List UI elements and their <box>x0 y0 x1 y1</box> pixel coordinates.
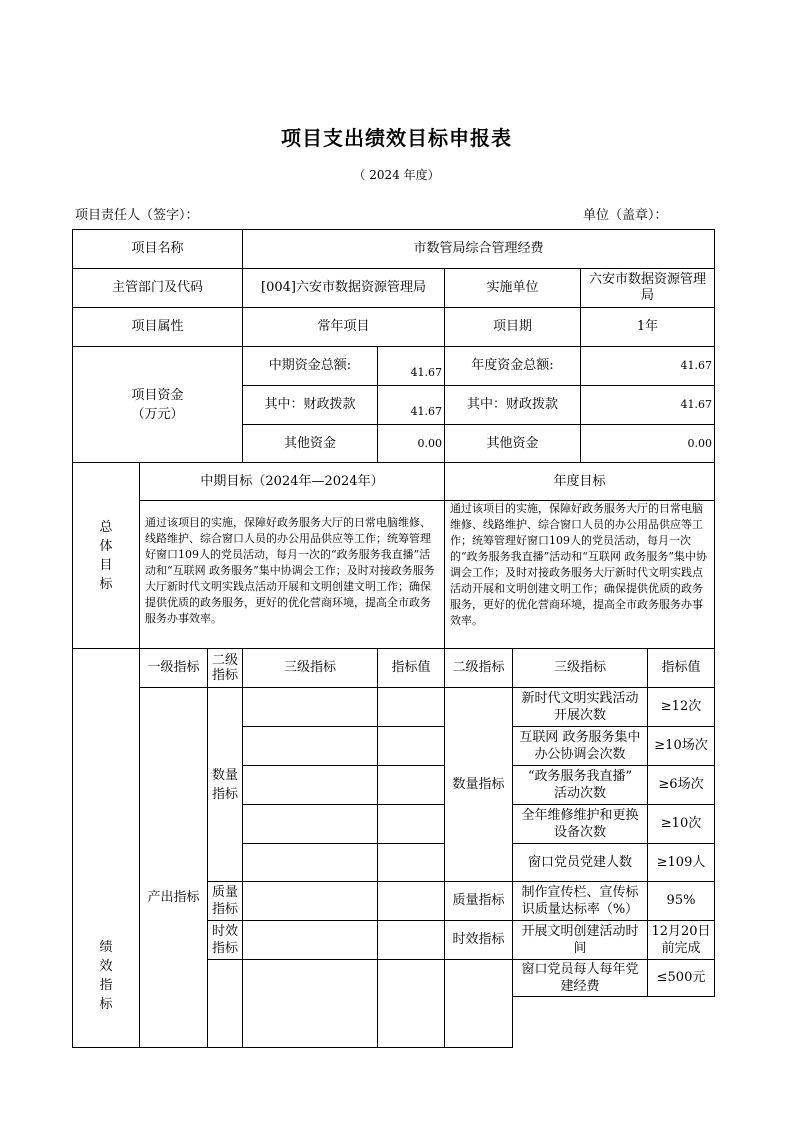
indicator-name-line1: “政务服务我直播” <box>527 769 633 784</box>
perf-char: 绩 <box>99 940 113 955</box>
indicator-name-line2: 设备次数 <box>553 825 606 840</box>
page-title: 项目支出绩效目标申报表 <box>281 126 512 150</box>
empty-cell <box>242 920 378 960</box>
indicator-row-4-name <box>512 804 648 844</box>
empty-cell <box>377 726 445 766</box>
year-other-label: 其他资金 <box>444 424 581 463</box>
indicator-name-line2: 间 <box>573 941 587 956</box>
year-label: （ 2024 年度） <box>353 168 440 182</box>
empty-cell <box>377 920 445 960</box>
indicator-row-1-value: ≥12次 <box>647 687 715 727</box>
level2-right-header: 二级指标 <box>444 648 513 688</box>
level2-header-line2: 指标 <box>211 668 238 683</box>
indicator-name-line1: 开展文明创建活动时 <box>521 924 639 939</box>
overall-goal-label <box>72 462 140 649</box>
indicator-name-line2: 活动次数 <box>553 786 606 801</box>
indicator-row-8-name <box>512 959 648 997</box>
time-left-line1: 时效 <box>211 924 238 939</box>
year-other-value: 0.00 <box>580 424 715 463</box>
indicator-row-3-value: ≥6场次 <box>647 765 715 805</box>
level1-header: 一级指标 <box>139 648 208 688</box>
quantity-left-label <box>207 687 243 882</box>
empty-cell <box>242 765 378 805</box>
indicator-row-7-value <box>647 920 715 960</box>
period-label: 项目期 <box>444 307 581 347</box>
year-total-value: 41.67 <box>580 346 715 386</box>
level3-right-header: 三级指标 <box>512 648 648 688</box>
mid-total-label: 中期资金总额: <box>242 346 378 386</box>
empty-cell <box>242 881 378 921</box>
value-header: 指标值 <box>377 648 445 688</box>
empty-cell <box>242 843 378 882</box>
empty-cell <box>377 881 445 921</box>
dept-label: 主管部门及代码 <box>72 268 243 308</box>
time-left-label <box>207 920 243 960</box>
level3-header: 三级指标 <box>242 648 378 688</box>
indicator-row-8-value: ≤500元 <box>647 959 715 997</box>
empty-cell <box>242 726 378 766</box>
mid-other-label: 其他资金 <box>242 424 378 463</box>
empty-cell <box>242 804 378 844</box>
indicator-row-2-name <box>512 726 648 766</box>
indicator-name-line2: 建经费 <box>560 979 600 994</box>
quality-left-label <box>207 881 243 921</box>
perf-indicator-label <box>72 648 140 1048</box>
indicator-row-3-name <box>512 765 648 805</box>
quantity-right-label: 数量指标 <box>444 687 513 882</box>
empty-cell <box>377 843 445 882</box>
output-indicator-label: 产出指标 <box>139 687 208 1048</box>
overall-goal-char: 目 <box>99 557 113 573</box>
mid-fiscal-value: 41.67 <box>377 385 445 425</box>
empty-cell <box>444 959 513 1048</box>
empty-cell <box>242 687 378 727</box>
level2-header <box>207 648 243 688</box>
mid-other-value: 0.00 <box>377 424 445 463</box>
empty-cell <box>377 804 445 844</box>
project-name-value: 市数管局综合管理经费 <box>242 229 715 269</box>
attr-label: 项目属性 <box>72 307 243 347</box>
empty-cell <box>377 959 445 1048</box>
impl-unit-value: 六安市数据资源管理局 <box>580 268 715 308</box>
project-name-label: 项目名称 <box>72 229 243 269</box>
empty-cell <box>242 959 378 1048</box>
overall-goal-char: 总 <box>99 519 113 535</box>
indicator-name-line2: 识质量达标率（%） <box>521 902 639 917</box>
mid-fiscal-label: 其中：财政拨款 <box>242 385 378 425</box>
mid-total-value: 41.67 <box>377 346 445 386</box>
attr-value: 常年项目 <box>242 307 445 347</box>
quantity-left-line1: 数量 <box>211 767 238 783</box>
indicator-name-line1: 新时代文明实践活动 <box>521 691 639 706</box>
indicator-name-line2: 办公协调会次数 <box>534 747 626 762</box>
time-right-label: 时效指标 <box>444 920 513 960</box>
year-total-label: 年度资金总额: <box>444 346 581 386</box>
funds-label-line1: 项目资金 <box>131 387 184 403</box>
perf-char: 标 <box>99 997 113 1012</box>
year-fiscal-label: 其中：财政拨款 <box>444 385 581 425</box>
perf-char: 效 <box>99 959 113 974</box>
impl-unit-label: 实施单位 <box>444 268 581 308</box>
indicator-name-line1: 互联网 政务服务集中 <box>519 730 641 745</box>
mid-goal-header: 中期目标（2024年—2024年） <box>139 462 445 501</box>
funds-label-line2: （万元） <box>131 406 184 422</box>
indicator-row-6-value: 95% <box>647 881 715 921</box>
indicator-row-7-name <box>512 920 648 960</box>
indicator-value-line2: 前完成 <box>661 941 701 956</box>
indicator-name-line1: 全年维修维护和更换 <box>521 808 639 823</box>
annual-goal-text: 通过该项目的实施，保障好政务服务大厅的日常电脑维修、线路维护、综合窗口人员的办公用品供应等工作；统筹管理好窗口109人的党员活动，每月一次的“政务服务我直播”活动和“互联网 政务服务”集中协调会工作；及时对接政务服务大厅新时代文明实践点活动开展和文明创建文明工作；确保提供优质的政务服务，更好的优化营商环境，提高全市政务服务办事效率。 <box>444 500 715 649</box>
annual-goal-header: 年度目标 <box>444 462 715 501</box>
time-left-line2: 指标 <box>211 941 238 956</box>
quality-left-line1: 质量 <box>211 885 238 900</box>
indicator-row-4-value: ≥10次 <box>647 804 715 844</box>
indicator-row-6-name <box>512 881 648 921</box>
quality-right-label: 质量指标 <box>444 881 513 921</box>
overall-goal-char: 标 <box>99 576 113 592</box>
indicator-name-line2: 开展次数 <box>553 708 606 723</box>
quantity-left-line2: 指标 <box>211 786 238 802</box>
overall-goal-char: 体 <box>99 538 113 554</box>
perf-char: 指 <box>99 978 113 993</box>
empty-cell <box>377 687 445 727</box>
responsible-person-label: 项目责任人（签字）： <box>75 208 199 223</box>
empty-cell <box>377 765 445 805</box>
year-fiscal-value: 41.67 <box>580 385 715 425</box>
indicator-value-line1: 12月20日 <box>651 924 711 939</box>
period-value: 1年 <box>580 307 715 347</box>
empty-cell <box>207 959 243 1048</box>
level2-header-line1: 二级 <box>211 653 238 668</box>
mid-goal-text: 通过该项目的实施，保障好政务服务大厅的日常电脑维修、线路维护、综合窗口人员的办公用品供应等工作；统筹管理好窗口109人的党员活动，每月一次的“政务服务我直播”活动和“互联网 政务服务”集中协调会工作；及时对接政务服务大厅新时代文明实践点活动开展和文明创建文明工作；确保提供优质的政务服务，更好的优化营商环境，提高全市政务服务办事效率。 <box>139 500 445 649</box>
value-right-header: 指标值 <box>647 648 715 688</box>
indicator-name-line1: 制作宣传栏、宣传标 <box>521 885 639 900</box>
indicator-row-5-value: ≥109人 <box>647 843 715 882</box>
quality-left-line2: 指标 <box>211 902 238 917</box>
indicator-row-1-name <box>512 687 648 727</box>
indicator-row-2-value: ≥10场次 <box>647 726 715 766</box>
funds-label <box>72 346 243 463</box>
dept-value: [004]六安市数据资源管理局 <box>242 268 445 308</box>
unit-seal-label: 单位（盖章）： <box>583 208 668 223</box>
indicator-row-5-name: 窗口党员党建人数 <box>512 843 648 882</box>
indicator-name-line1: 窗口党员每人每年党 <box>521 962 639 977</box>
